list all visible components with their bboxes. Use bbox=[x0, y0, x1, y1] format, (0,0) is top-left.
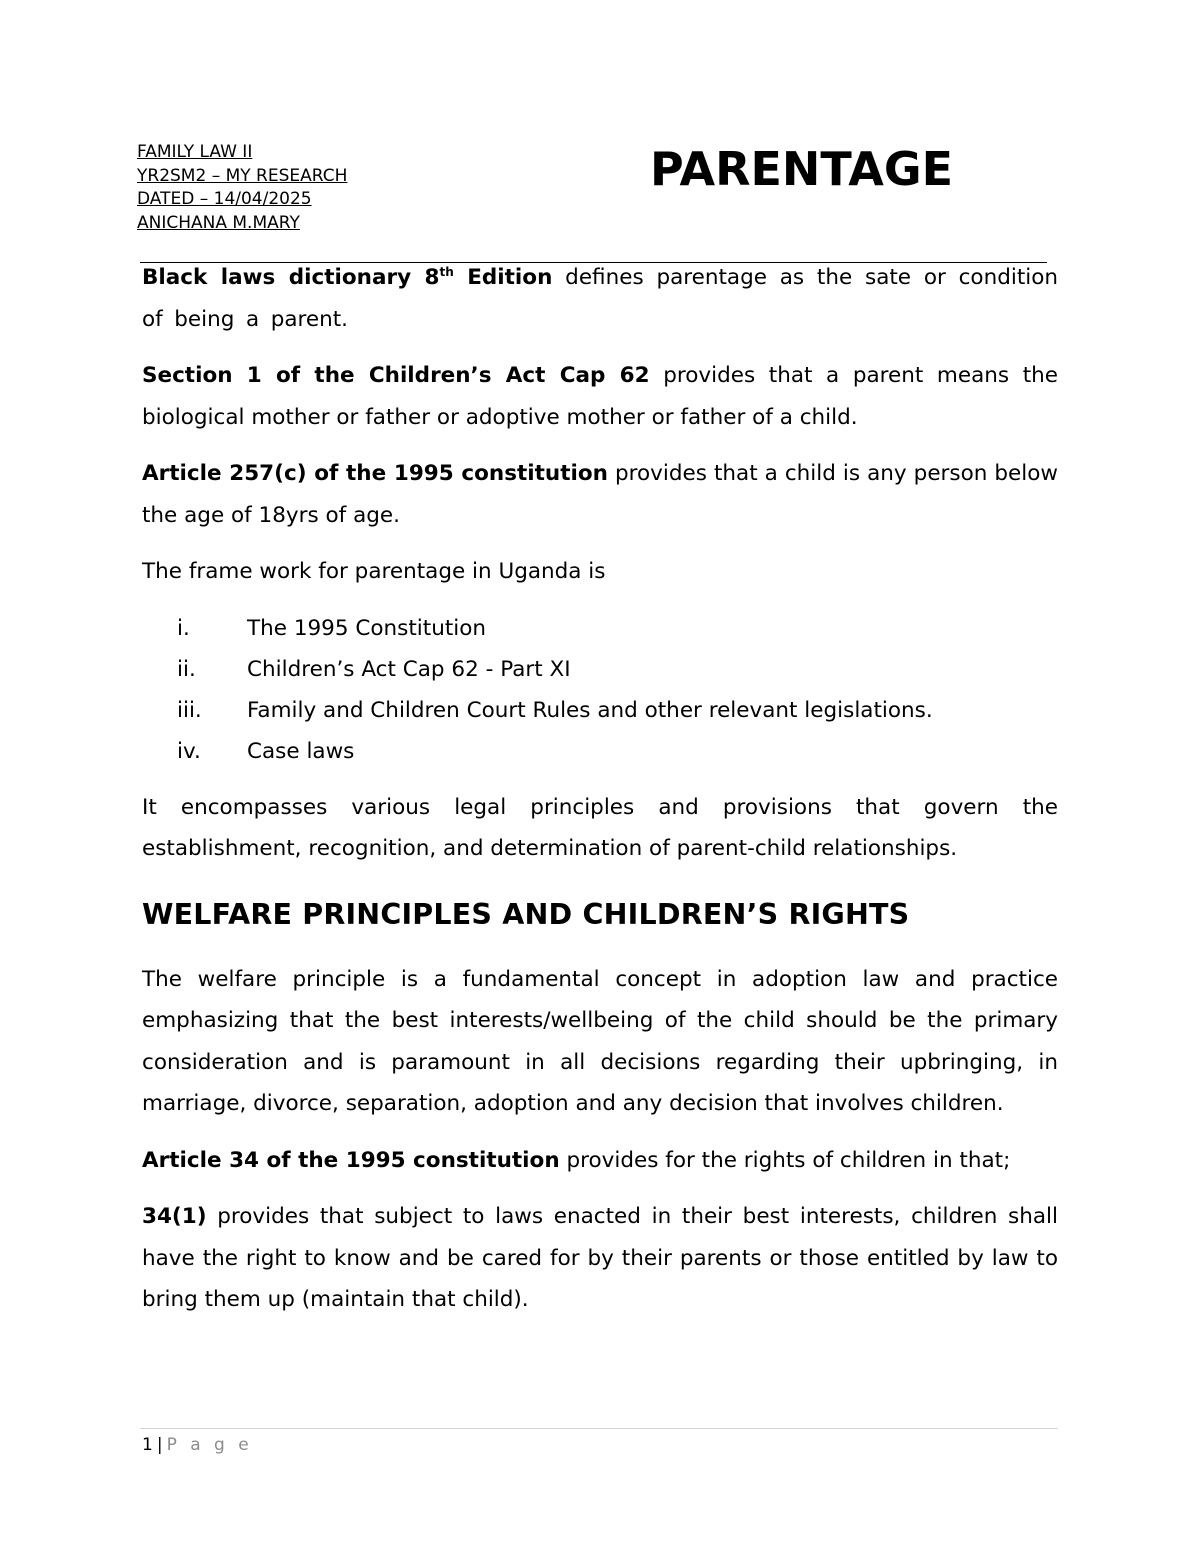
page-number: 1 bbox=[142, 1435, 153, 1455]
footer-separator: | bbox=[156, 1435, 163, 1455]
paragraph-34-1 bbox=[142, 1196, 1058, 1321]
paragraph-encompasses: It encompasses various legal principles and provisions that govern the establishment, recognition, and determination of parent-child relationships. bbox=[142, 794, 1058, 861]
list-text: Case laws bbox=[247, 738, 355, 764]
list-number: iv. bbox=[177, 738, 201, 764]
list-number: i. bbox=[177, 615, 190, 641]
document-body bbox=[142, 257, 1058, 1336]
list-item bbox=[142, 731, 1058, 772]
footer-divider bbox=[140, 1428, 1058, 1429]
paragraph-text: provides for the rights of children in that; bbox=[559, 1147, 1011, 1173]
paragraph-article-34 bbox=[142, 1140, 1058, 1182]
paragraph-text: provides that a child is any person below the age of 18yrs of age. bbox=[142, 461, 1058, 528]
page-title: PARENTAGE bbox=[650, 142, 954, 196]
paragraph-text: provides that a parent means the biological mother or father or adoptive mother or father of a child. bbox=[142, 363, 1059, 430]
document-header bbox=[137, 141, 347, 235]
page-label: P a g e bbox=[166, 1435, 253, 1455]
citation-article-34: Article 34 of the 1995 constitution bbox=[142, 1147, 560, 1173]
paragraph-framework-intro: The frame work for parentage in Uganda is bbox=[142, 559, 606, 584]
superscript-th: th bbox=[439, 264, 454, 279]
header-author: ANICHANA M.MARY bbox=[137, 212, 300, 233]
citation-article-257: Article 257(c) of the 1995 constitution bbox=[142, 461, 608, 486]
list-number: iii. bbox=[177, 697, 202, 723]
list-item bbox=[142, 690, 1058, 731]
header-dated: DATED – 14/04/2025 bbox=[137, 189, 312, 209]
list-item bbox=[142, 649, 1058, 690]
paragraph-definition bbox=[142, 257, 1058, 340]
paragraph-text: defines parentage as the sate or condition of being a parent. bbox=[142, 265, 1059, 332]
paragraph-welfare-principle: The welfare principle is a fundamental concept in adoption law and practice emphasizing that the best interests/wellbeing of the child should be the primary consideration and is paramount in all decisions regarding their upbringing, in marriage, divorce, separation, adoption and any decision that involves children. bbox=[142, 966, 1058, 1116]
paragraph-text: provides that subject to laws enacted in their best interests, children shall have the right to know and be cared for by their parents or those entitled by law to bring them up (maintain that child). bbox=[142, 1204, 1058, 1312]
header-course: FAMILY LAW II bbox=[137, 142, 253, 162]
framework-list bbox=[142, 608, 1058, 772]
list-text: Children’s Act Cap 62 - Part XI bbox=[247, 656, 571, 682]
citation-black-laws: Black laws dictionary 8th Edition bbox=[142, 264, 553, 290]
list-text: The 1995 Constitution bbox=[247, 615, 487, 641]
paragraph-article-257 bbox=[142, 453, 1058, 536]
header-research: YR2SM2 – MY RESEARCH bbox=[137, 165, 348, 186]
page-footer bbox=[142, 1433, 253, 1457]
citation-34-1: 34(1) bbox=[142, 1204, 207, 1229]
list-item bbox=[142, 608, 1058, 649]
citation-section-1: Section 1 of the Children’s Act Cap 62 bbox=[142, 363, 650, 388]
list-number: ii. bbox=[177, 656, 196, 682]
paragraph-section-1 bbox=[142, 355, 1058, 438]
section-heading-welfare: WELFARE PRINCIPLES AND CHILDREN’S RIGHTS bbox=[142, 897, 910, 931]
list-text: Family and Children Court Rules and other relevant legislations. bbox=[247, 697, 933, 723]
